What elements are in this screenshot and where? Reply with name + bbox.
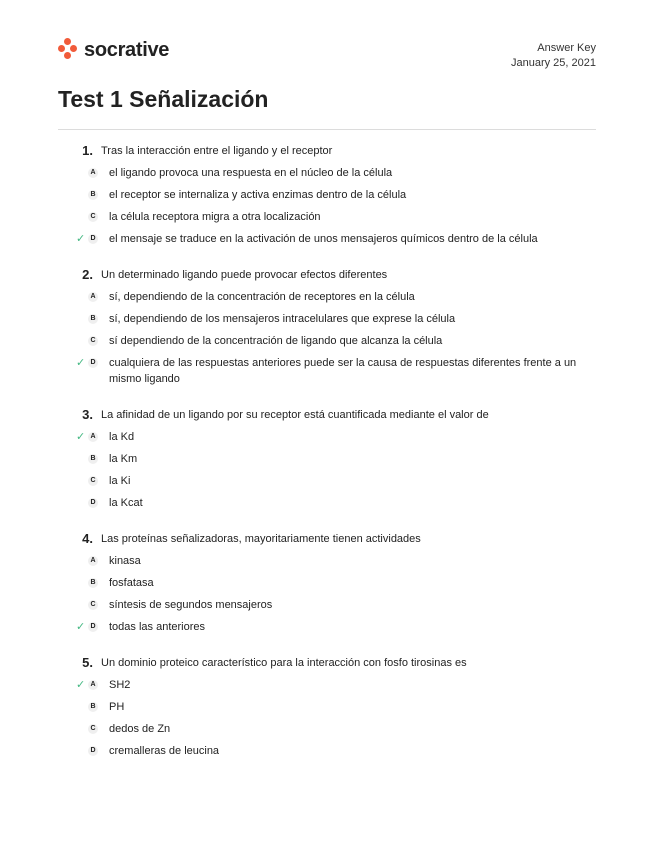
option-marker <box>0 289 109 305</box>
option-text: cremalleras de leucina <box>109 745 220 757</box>
question-header <box>0 655 654 671</box>
option-marker <box>0 473 109 489</box>
question-header <box>0 407 654 423</box>
correct-check-icon: ✓ <box>76 431 86 443</box>
option-letter-badge: B <box>88 190 98 200</box>
option-text: el mensaje se traduce en la activación de unos mensajeros químicos dentro de la célula <box>109 233 538 245</box>
correct-check-icon: ✓ <box>76 233 86 245</box>
socrative-logo-icon <box>58 38 78 62</box>
answer-option <box>0 187 654 203</box>
option-marker <box>0 209 109 225</box>
option-text: el ligando provoca una respuesta en el núcleo de la célula <box>109 167 393 179</box>
option-letter-badge: B <box>88 454 98 464</box>
doc-type-label: Answer Key <box>537 42 596 54</box>
answer-option <box>0 231 654 247</box>
option-letter-badge: A <box>88 168 98 178</box>
answer-option <box>0 597 654 613</box>
question-text: Las proteínas señalizadoras, mayoritariamente tienen actividades <box>101 533 421 545</box>
answer-option <box>0 311 654 327</box>
option-text: la Kcat <box>109 497 143 509</box>
answer-option <box>0 473 654 489</box>
answer-option <box>0 165 654 181</box>
correct-check-icon: ✓ <box>76 621 86 633</box>
question-2 <box>0 267 654 387</box>
option-marker <box>0 355 109 371</box>
option-marker <box>0 597 109 613</box>
option-text: síntesis de segundos mensajeros <box>109 599 273 611</box>
option-letter-badge: C <box>88 724 98 734</box>
option-marker <box>0 333 109 349</box>
answer-option <box>0 451 654 467</box>
option-text: sí dependiendo de la concentración de ligando que alcanza la célula <box>109 335 443 347</box>
question-text: Un dominio proteico característico para la interacción con fosfo tirosinas es <box>101 657 467 669</box>
option-text: sí, dependiendo de la concentración de receptores en la célula <box>109 291 415 303</box>
option-letter-badge: A <box>88 556 98 566</box>
option-text: la Kd <box>109 431 135 443</box>
option-text: PH <box>109 701 125 713</box>
option-letter-badge: B <box>88 578 98 588</box>
option-text: kinasa <box>109 555 141 567</box>
correct-check-icon: ✓ <box>76 679 86 691</box>
option-text: cualquiera de las respuestas anteriores puede ser la causa de respuestas diferentes frente a un mismo ligando <box>109 357 577 385</box>
answer-option <box>0 677 654 693</box>
socrative-logo <box>58 38 169 62</box>
correct-check-icon: ✓ <box>76 357 86 369</box>
question-number: 3. <box>82 407 93 422</box>
option-letter-badge: A <box>88 432 98 442</box>
option-marker <box>0 429 109 445</box>
option-letter-badge: A <box>88 680 98 690</box>
question-5 <box>0 655 654 759</box>
option-text: sí, dependiendo de los mensajeros intracelulares que exprese la célula <box>109 313 456 325</box>
option-letter-badge: D <box>88 622 98 632</box>
question-number: 1. <box>82 143 93 158</box>
question-number: 4. <box>82 531 93 546</box>
option-text: la Km <box>109 453 138 465</box>
option-text: la célula receptora migra a otra localización <box>109 211 321 223</box>
option-text: el receptor se internaliza y activa enzimas dentro de la célula <box>109 189 407 201</box>
option-text: la Ki <box>109 475 131 487</box>
question-text: Un determinado ligando puede provocar efectos diferentes <box>101 269 388 281</box>
option-letter-badge: B <box>88 314 98 324</box>
answer-option <box>0 553 654 569</box>
option-marker <box>0 721 109 737</box>
answer-option <box>0 355 654 387</box>
question-1 <box>0 143 654 247</box>
option-text: fosfatasa <box>109 577 154 589</box>
doc-date: January 25, 2021 <box>510 57 596 69</box>
question-header <box>0 531 654 547</box>
answer-option <box>0 289 654 305</box>
question-list <box>0 143 654 779</box>
page-title: Test 1 Señalización <box>58 86 269 112</box>
option-marker <box>0 699 109 715</box>
option-letter-badge: D <box>88 358 98 368</box>
option-text: todas las anteriores <box>109 621 205 633</box>
answer-option <box>0 619 654 635</box>
answer-option <box>0 429 654 445</box>
logo-text: socrative <box>84 38 170 61</box>
answer-option <box>0 575 654 591</box>
question-number: 5. <box>82 655 93 670</box>
option-letter-badge: C <box>88 212 98 222</box>
option-marker <box>0 743 109 759</box>
option-letter-badge: D <box>88 746 98 756</box>
option-letter-badge: D <box>88 498 98 508</box>
option-marker <box>0 495 109 511</box>
option-marker <box>0 231 109 247</box>
question-4 <box>0 531 654 635</box>
question-number: 2. <box>82 267 93 282</box>
option-marker <box>0 187 109 203</box>
answer-option <box>0 721 654 737</box>
option-marker <box>0 575 109 591</box>
option-marker <box>0 311 109 327</box>
option-letter-badge: C <box>88 336 98 346</box>
answer-option <box>0 495 654 511</box>
option-marker <box>0 553 109 569</box>
question-text: La afinidad de un ligando por su receptor está cuantificada mediante el valor de <box>101 409 489 421</box>
document-meta <box>511 41 596 71</box>
option-letter-badge: D <box>88 234 98 244</box>
option-letter-badge: A <box>88 292 98 302</box>
option-text: dedos de Zn <box>109 723 171 735</box>
answer-option <box>0 743 654 759</box>
option-letter-badge: B <box>88 702 98 712</box>
answer-option <box>0 333 654 349</box>
option-marker <box>0 677 109 693</box>
option-marker <box>0 451 109 467</box>
question-header <box>0 267 654 283</box>
option-text: SH2 <box>109 679 131 691</box>
option-letter-badge: C <box>88 600 98 610</box>
answer-option <box>0 699 654 715</box>
question-3 <box>0 407 654 511</box>
question-text: Tras la interacción entre el ligando y el receptor <box>101 145 333 157</box>
option-marker <box>0 619 109 635</box>
header-divider <box>58 129 596 130</box>
answer-option <box>0 209 654 225</box>
option-letter-badge: C <box>88 476 98 486</box>
option-marker <box>0 165 109 181</box>
question-header <box>0 143 654 159</box>
